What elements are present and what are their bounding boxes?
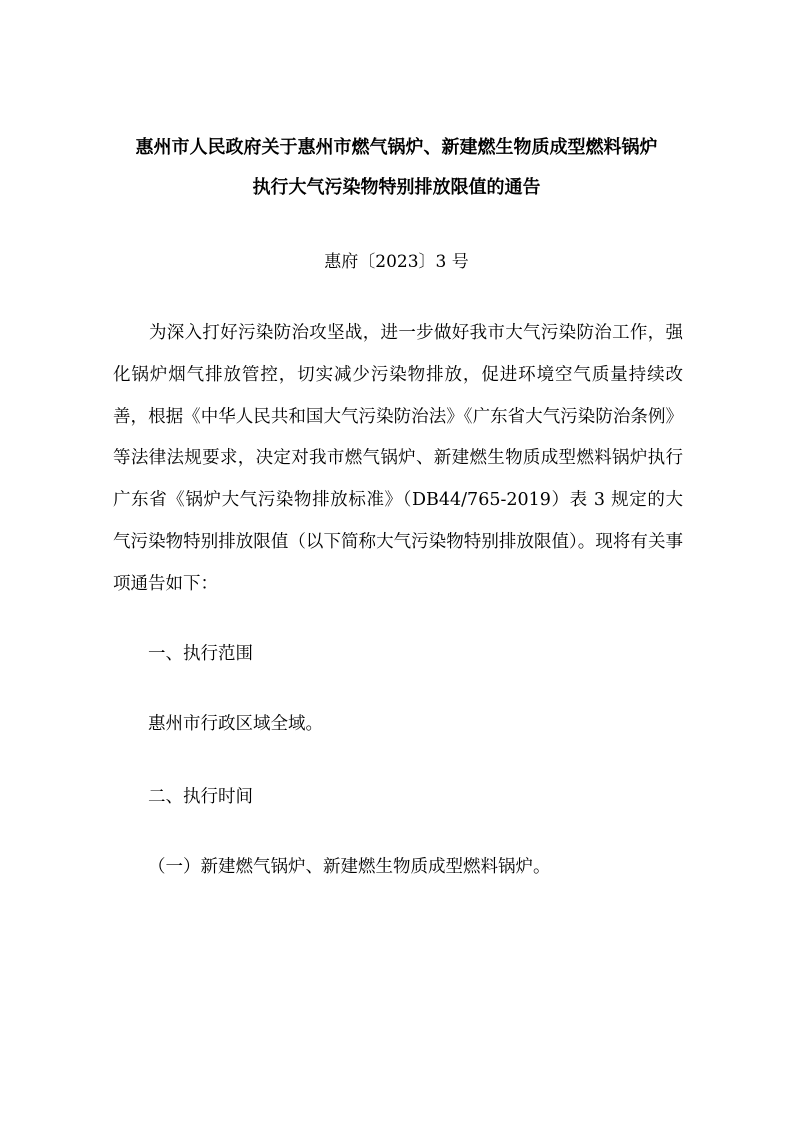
intro-paragraph: 为深入打好污染防治攻坚战，进一步做好我市大气污染防治工作，强化锅炉烟气排放管控，切实减少污染物排放，促进环境空气质量持续改善，根据《中华人民共和国大气污染防治法》《广东省大气污染防治条例》等法律法规要求，决定对我市燃气锅炉、新建燃生物质成型燃料锅炉执行广东省《锅炉大气污染物排放标准》（DB44/765-2019）表 3 规定的大气污染物特别排放限值（以下简称大气污染物特别排放限值）。现将有关事项通告如下： <box>113 323 683 594</box>
section-body-time-item-1: （一）新建燃气锅炉、新建燃生物质成型燃料锅炉。 <box>148 857 551 877</box>
document-number: 惠府〔2023〕3 号 <box>324 252 469 272</box>
document-title-line-1: 惠州市人民政府关于惠州市燃气锅炉、新建燃生物质成型燃料锅炉 <box>135 137 658 158</box>
document-title-line-2: 执行大气污染物特别排放限值的通告 <box>252 177 541 198</box>
section-body-scope: 惠州市行政区域全域。 <box>148 714 323 734</box>
section-heading-scope: 一、执行范围 <box>148 644 253 664</box>
section-heading-time: 二、执行时间 <box>148 787 253 807</box>
